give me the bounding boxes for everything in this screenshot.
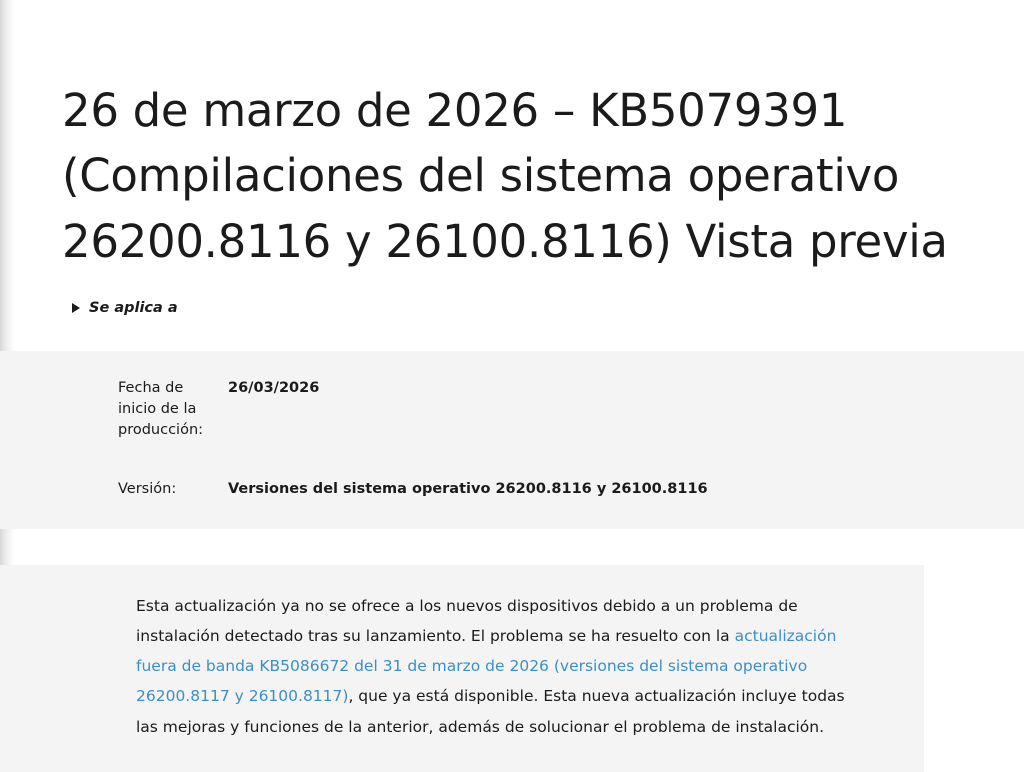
notice-paragraph: [136, 591, 854, 742]
metadata-value: Versiones del sistema operativo 26200.8116 y 26100.8116: [228, 480, 708, 497]
metadata-label: Versión:: [118, 480, 177, 497]
notice-text-before: Esta actualización ya no se ofrece a los nuevos dispositivos debido a un problema de instalación detectado tras su lanzamiento. El problema se ha resuelto con la: [136, 596, 798, 646]
triangle-right-icon: [72, 303, 80, 313]
notice-panel: [0, 565, 924, 772]
page-title: 26 de marzo de 2026 – KB5079391 (Compilaciones del sistema operativo 26200.8116 y 26100.8116) Vista previa: [62, 84, 948, 268]
table-row: [0, 371, 1024, 448]
applies-to-toggle[interactable]: [0, 300, 1024, 316]
metadata-table: [0, 351, 1024, 529]
metadata-label: Fecha de inicio de la producción:: [118, 379, 204, 438]
table-row: [0, 472, 1024, 507]
oob-update-link[interactable]: actualización fuera de banda KB5086672 del 31 de marzo de 2026 (versiones del sistema operativo 26200.8117 y 26100.8117): [136, 627, 837, 706]
notice-text-after: , que ya está disponible. Esta nueva actualización incluye todas las mejoras y funciones de la anterior, además de solucionar el problema de instalación.: [136, 687, 845, 736]
applies-to-label: Se aplica a: [89, 299, 178, 316]
metadata-value: 26/03/2026: [228, 379, 320, 396]
